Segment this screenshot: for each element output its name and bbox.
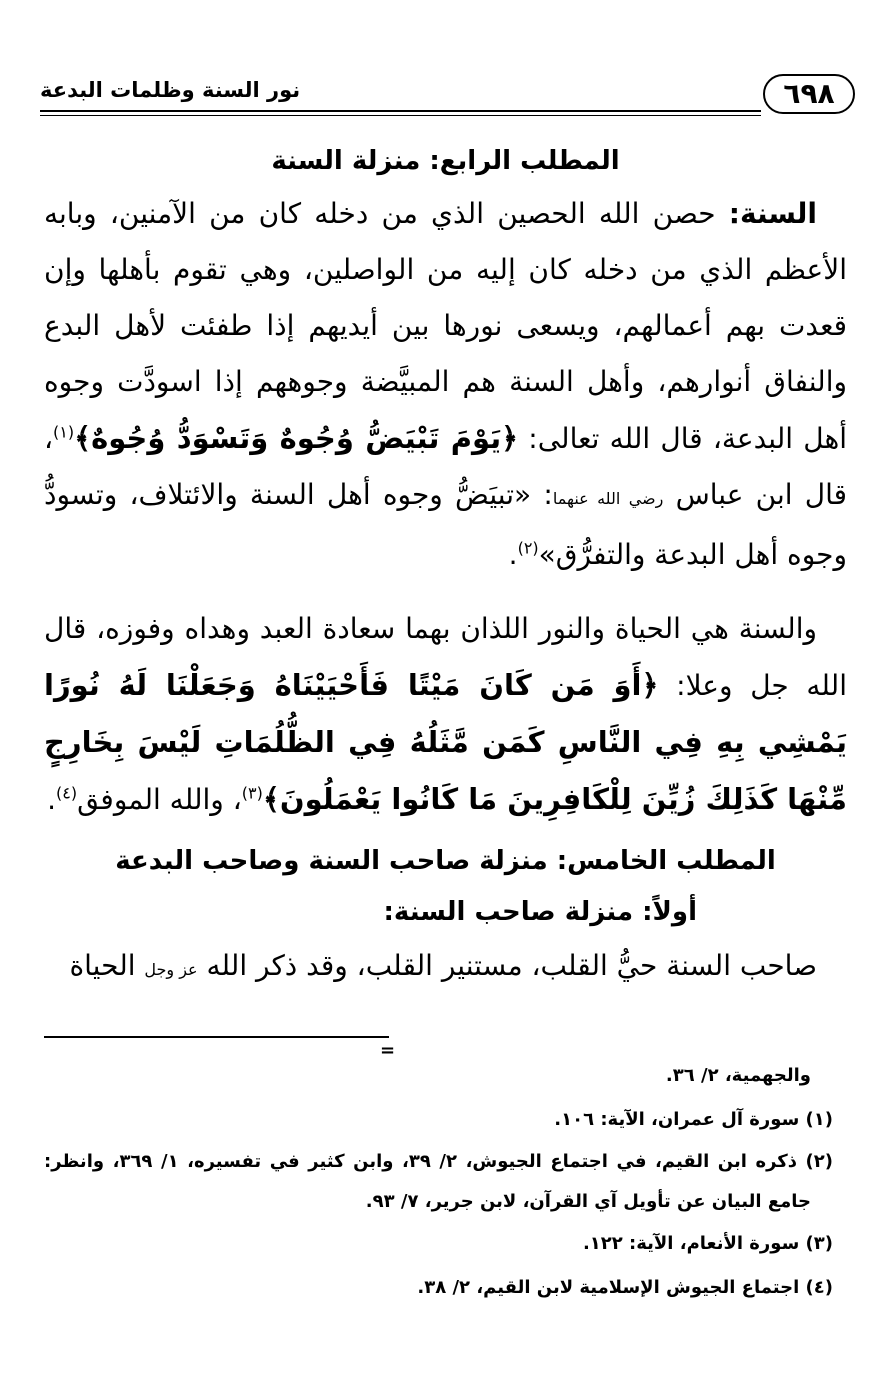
footnote-3: (٣) سورة الأنعام، الآية: ١٢٢.	[582, 1233, 833, 1254]
honorific: عز وجل	[144, 960, 198, 979]
page-number: ٦٩٨	[763, 74, 855, 114]
section-heading: المطلب الرابع: منزلة السنة	[271, 146, 620, 176]
paragraph-text: صاحب السنة حيُّ القلب، مستنير القلب، وقد ذكر الله	[197, 949, 817, 982]
footnotes	[44, 1054, 833, 1310]
paragraph-text: : «تبيَضُّ وجوه أهل السنة والائتلاف، وتسودُّ وجوه أهل البدعة والتفرُّق»	[44, 478, 847, 571]
paragraph	[44, 601, 847, 828]
running-header	[40, 74, 855, 118]
paragraph-text: ، قال ابن عباس	[44, 422, 848, 511]
quran-verse: ﴿أَوَ مَن كَانَ مَيْتًا فَأَحْيَيْنَاهُ وَجَعَلْنَا لَهُ نُورًا يَمْشِي بِهِ فِي النَّاسِ كَمَن مَّثَلُهُ فِي الظُّلُمَاتِ لَيْسَ بِخَارِجٍ مِّنْهَا كَذَلِكَ زُيِّنَ لِلْكَافِرِينَ مَا كَانُوا يَعْمَلُونَ﴾	[44, 668, 847, 816]
spacer	[44, 583, 847, 601]
footnote-separator	[44, 1036, 389, 1038]
footnote-ref: (٣)	[241, 783, 263, 803]
footnote-4: (٤) اجتماع الجيوش الإسلامية لابن القيم، ٢/ ٣٨.	[417, 1277, 833, 1298]
footnote-ref: (٢)	[517, 538, 539, 558]
header-rule-thin	[40, 115, 761, 116]
section-heading: المطلب الخامس: منزلة صاحب السنة وصاحب البدعة	[115, 846, 776, 876]
footnote-1: (١) سورة آل عمران، الآية: ١٠٦.	[554, 1109, 833, 1130]
header-rule	[40, 110, 761, 112]
footnote-2: (٢) ذكره ابن القيم، في اجتماع الجيوش، ٢/ ٣٩، وابن كثير في تفسيره، ١/ ٣٦٩، وانظر: جامع البيان عن تأويل آي القرآن، لابن جرير، ٧/ ٩٣.	[44, 1151, 834, 1212]
subsection-heading: أولاً: منزلة صاحب السنة:	[383, 897, 697, 927]
paragraph-text: ، والله الموفق	[77, 783, 242, 816]
paragraph-text: والسنة هي الحياة والنور اللذان بهما سعادة العبد وهداه وفوزه، قال الله جل وعلا:	[44, 612, 847, 702]
punctuation: .	[47, 783, 56, 816]
footnote-ref: (٤)	[55, 783, 78, 803]
paragraph	[44, 186, 847, 583]
paragraph	[44, 938, 847, 998]
quran-verse: ﴿يَوْمَ تَبْيَضُّ وُجُوهٌ وَتَسْوَدُّ وُجُوهٌ﴾	[74, 421, 519, 455]
punctuation: .	[508, 538, 518, 571]
paragraph-text: حصن الله الحصين الذي من دخله كان من الآمنين، وبابه الأعظم الذي من دخله كان إليه من الواصلين، وهي تقوم بأهلها وإن قعدت بهم أعمالهم، ويسعى نورها بين أيديهم إذا طفئت لأهل البدع والنفاق أنوارهم، وأهل السنة هم المبيَّضة وجوههم إذا اسودَّت وجوه أهل البدعة، قال الله تعالى:	[44, 197, 847, 455]
paragraph-text: الحياة	[69, 949, 145, 982]
paragraph-lead: السنة:	[728, 197, 817, 230]
footnote-continuation: والجهمية، ٢/ ٣٦.	[665, 1065, 811, 1086]
running-title: نور السنة وظلمات البدعة	[40, 78, 301, 102]
continuation-mark: =	[380, 1040, 396, 1061]
footnote-ref: (١)	[53, 422, 75, 442]
honorific: رضي الله عنهما	[552, 489, 664, 508]
main-text	[44, 136, 847, 998]
